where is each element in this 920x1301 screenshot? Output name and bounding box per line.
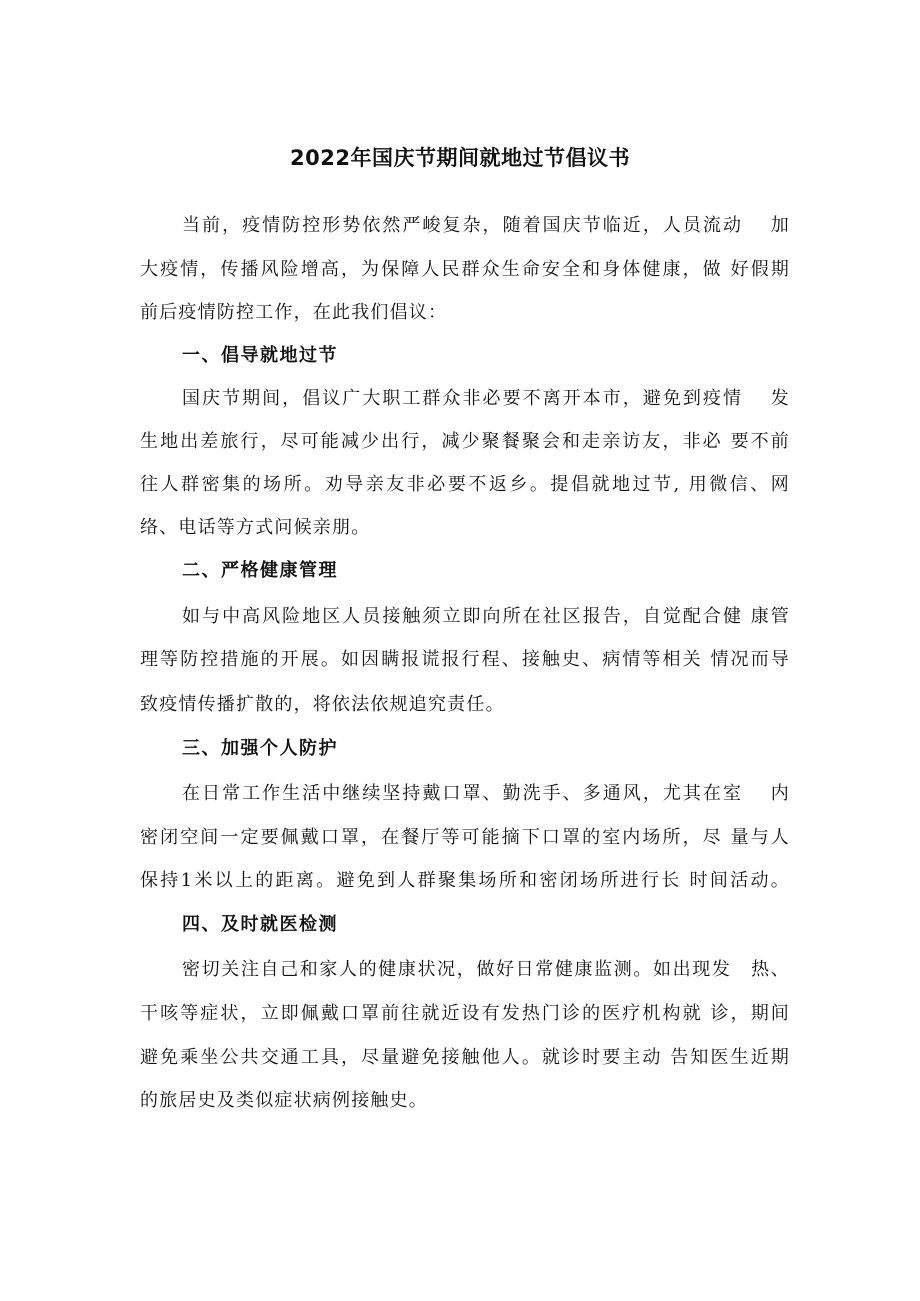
section-4-line-3: 避免乘坐公共交通工具，尽量避免接触他人。就诊时要主动 告知医生近期	[140, 1047, 790, 1068]
section-1-line-3: 往人群密集的场所。劝导亲友非必要不返乡。提倡就地过节, 用微信、网	[140, 474, 790, 495]
section-3-line-1: 在日常工作生活中继续坚持戴口罩、勤洗手、多通风，尤其在室 内	[182, 783, 790, 804]
section-4-line-2: 干咳等症状，立即佩戴口罩前往就近设有发热门诊的医疗机构就 诊，期间	[140, 1003, 790, 1024]
section-3-line-2: 密闭空间一定要佩戴口罩，在餐厅等可能摘下口罩的室内场所，尽 量与人	[140, 827, 790, 848]
section-heading-2: 二、严格健康管理	[182, 560, 338, 581]
intro-line-1: 当前，疫情防控形势依然严峻复杂，随着国庆节临近，人员流动 加	[182, 215, 790, 236]
section-1-line-1: 国庆节期间，倡议广大职工群众非必要不离开本市，避免到疫情 发	[182, 388, 790, 409]
section-2-line-2: 理等防控措施的开展。如因瞒报谎报行程、接触史、病情等相关 情况而导	[140, 649, 790, 670]
section-2-line-3: 致疫情传播扩散的，将依法依规追究责任。	[140, 694, 505, 715]
intro-line-2: 大疫情，传播风险增高，为保障人民群众生命安全和身体健康，做 好假期	[140, 259, 790, 280]
intro-line-3: 前后疫情防控工作，在此我们倡议：	[140, 302, 448, 323]
section-4-line-4: 的旅居史及类似症状病例接触史。	[140, 1090, 428, 1111]
section-3-line-3: 保持1米以上的距离。避免到人群聚集场所和密闭场所进行长 时间活动。	[140, 870, 790, 891]
section-2-line-1: 如与中高风险地区人员接触须立即向所在社区报告，自觉配合健 康管	[182, 606, 790, 627]
section-4-line-1: 密切关注自己和家人的健康状况，做好日常健康监测。如出现发 热、	[182, 959, 790, 980]
section-1-line-4: 络、电话等方式问候亲朋。	[140, 517, 371, 538]
section-1-line-2: 生地出差旅行，尽可能减少出行，减少聚餐聚会和走亲访友，非必 要不前	[140, 431, 790, 452]
document-title: 2022年国庆节期间就地过节倡议书	[290, 146, 630, 170]
section-heading-4: 四、及时就医检测	[182, 914, 338, 935]
section-heading-1: 一、倡导就地过节	[182, 345, 338, 366]
section-heading-3: 三、加强个人防护	[182, 738, 338, 759]
